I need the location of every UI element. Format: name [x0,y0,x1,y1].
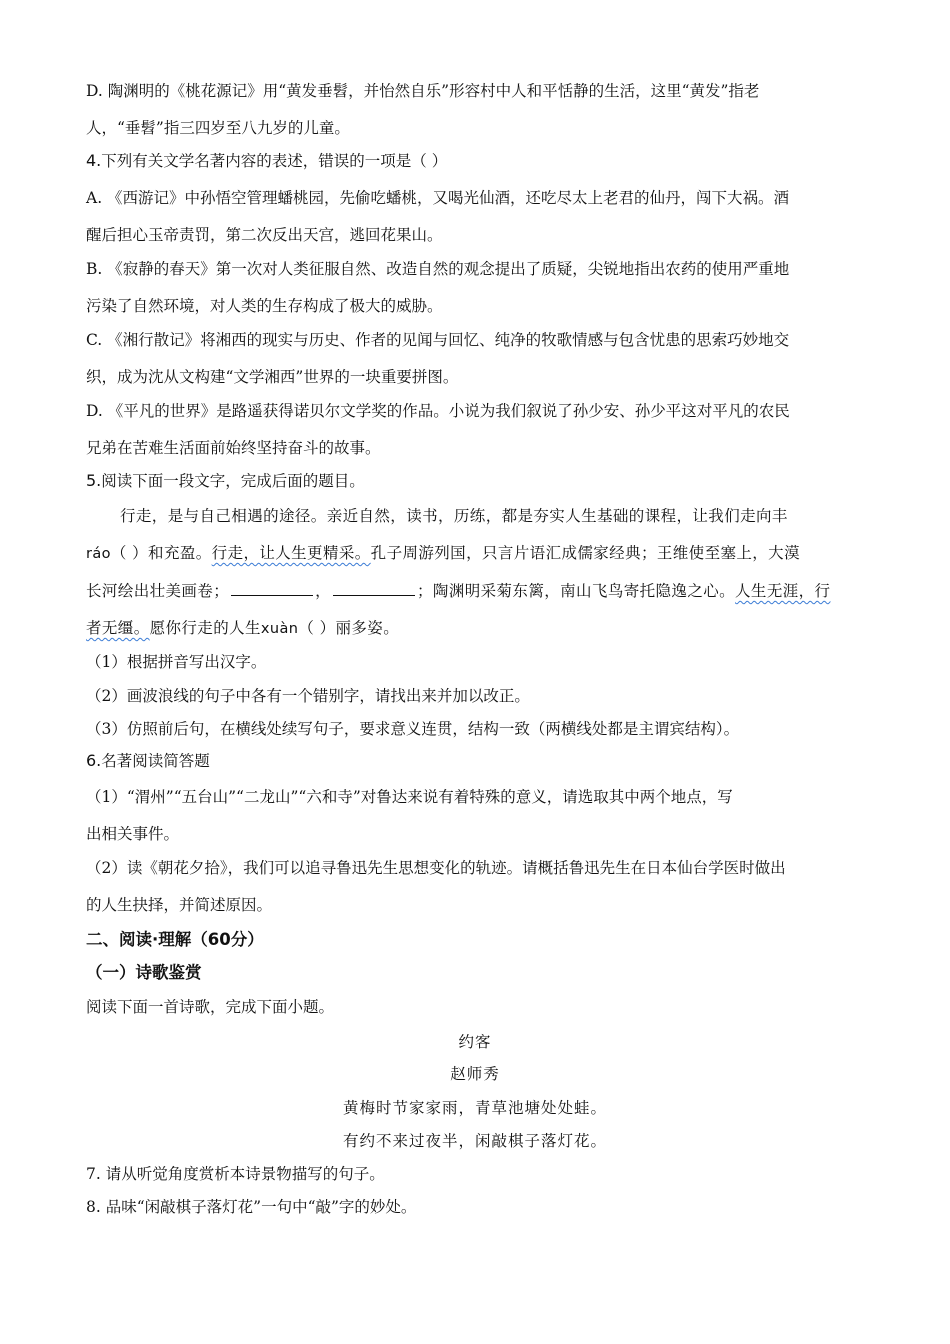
wavy-sentence-2b: 者无缰。 [86,619,150,637]
passage-text: 愿你行走的人生 [149,619,261,637]
question-text: 阅读下面一段文字，完成后面的题目。 [101,472,365,490]
passage-line-4 [86,617,399,640]
passage-line-3 [86,580,830,602]
question-number: 5. [86,471,102,490]
passage-line-2 [86,542,800,565]
option-b-line-2: 污染了自然环境，对人类的生存构成了极大的威胁。 [86,297,443,315]
passage-text: ；陶渊明采菊东篱，南山飞鸟寄托隐逸之心。 [417,582,736,600]
sub-question-1: （1）根据拼音写出汉字。 [86,653,267,671]
question-number: 4. [86,151,102,170]
poem-title: 约客 [458,1033,492,1051]
wavy-sentence-1: 行走，让人生更精采。 [211,544,371,562]
option-d-line-1: D. 陶渊明的《桃花源记》用“黄发垂髫，并怡然自乐”形容村中人和平恬静的生活，这里“黄发”指老 [86,82,760,100]
passage-text: （ ）丽多姿。 [298,619,400,637]
option-c-line-1: C. 《湘行散记》将湘西的现实与历史、作者的见闻与回忆、纯净的牧歌情感与包含忧患的思索巧妙地交 [86,331,790,349]
q6-part-2-line-2: 的人生抉择，并简述原因。 [86,896,273,914]
section-heading: 二、阅读·理解（60分） [86,930,264,949]
option-c-line-2: 织，成为沈从文构建“文学湘西”世界的一块重要拼图。 [86,368,459,386]
option-d2-line-1: D. 《平凡的世界》是路遥获得诺贝尔文学奖的作品。小说为我们叙说了孙少安、孙少平这对平凡的农民 [86,402,790,420]
subsection-heading: （一）诗歌鉴赏 [86,963,202,982]
sub-question-2: （2）画波浪线的句子中各有一个错别字，请找出来并加以改正。 [86,687,530,705]
blank-1[interactable] [231,581,313,596]
question-7: 7. 请从听觉角度赏析本诗景物描写的句子。 [86,1165,385,1183]
passage-text: 孔子周游列国，只言片语汇成儒家经典；王维使至塞上，大漠 [370,544,800,562]
passage-text: （ ）和充盈。 [110,544,212,562]
q6-part-1-line-1: （1）“渭州”“五台山”“二龙山”“六和寺”对鲁达来说有着特殊的意义，请选取其中两个地点，写 [86,788,733,806]
wavy-sentence-2a: 人生无涯，行 [735,582,831,600]
blank-2[interactable] [333,581,415,596]
question-text: 名著阅读简答题 [101,752,210,770]
q6-part-2-line-1: （2）读《朝花夕拾》，我们可以追寻鲁迅先生思想变化的轨迹。请概括鲁迅先生在日本仙台学医时做出 [86,859,786,877]
poem-intro: 阅读下面一首诗歌，完成下面小题。 [86,998,335,1016]
question-number: 6. [86,751,102,770]
option-d-line-2: 人，“垂髫”指三四岁至八九岁的儿童。 [86,119,350,137]
passage-text: ， [315,582,332,600]
question-5 [86,470,365,492]
option-a-line-1: A. 《西游记》中孙悟空管理蟠桃园，先偷吃蟠桃，又喝光仙酒，还吃尽太上老君的仙丹，闯下大祸。酒 [86,189,790,207]
pinyin-rao: ráo [86,546,111,562]
poem-line-1: 黄梅时节家家雨，青草池塘处处蛙。 [342,1099,607,1117]
sub-question-3: （3）仿照前后句，在横线处续写句子，要求意义连贯，结构一致（两横线处都是主谓宾结构）。 [86,720,740,738]
poem-line-2: 有约不来过夜半，闲敲棋子落灯花。 [342,1132,607,1150]
question-6 [86,750,210,772]
question-8: 8. 品味“闲敲棋子落灯花”一句中“敲”字的妙处。 [86,1198,417,1216]
poem-author: 赵师秀 [450,1065,500,1083]
question-4 [86,150,447,172]
option-b-line-1: B. 《寂静的春天》第一次对人类征服自然、改造自然的观念提出了质疑，尖锐地指出农药的使用严重地 [86,260,790,278]
q6-part-1-line-2: 出相关事件。 [86,825,180,843]
option-d2-line-2: 兄弟在苦难生活面前始终坚持奋斗的故事。 [86,439,381,457]
pinyin-xuan: xuàn [260,621,299,637]
question-text: 下列有关文学名著内容的表述，错误的一项是（ ） [101,152,448,170]
passage-text: 长河绘出壮美画卷； [86,582,230,600]
passage-line-1: 行走，是与自己相遇的途径。亲近自然，读书，历练，都是夯实人生基础的课程，让我们走向丰 [120,507,788,525]
option-a-line-2: 醒后担心玉帝责罚，第二次反出天宫，逃回花果山。 [86,226,443,244]
